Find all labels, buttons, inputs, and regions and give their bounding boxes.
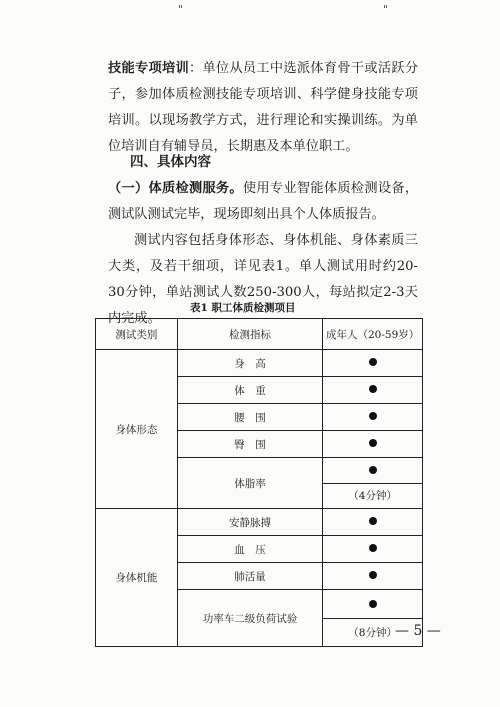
column-header: 成年人（20-59岁） (323, 319, 423, 350)
scan-mark: " (178, 3, 184, 16)
category-cell: 身体形态 (96, 350, 178, 509)
indicator-cell: 血 压 (177, 536, 323, 563)
bullet-dot-icon (369, 358, 377, 366)
column-header: 测试类别 (96, 319, 178, 350)
indicator-cell: 身 高 (177, 350, 323, 377)
indicator-cell: 体脂率 (177, 458, 323, 509)
applicable-cell (323, 509, 423, 536)
paragraph-text: 使用专业智能体质检测设备，测试队测试完毕，现场即刻出具个人体质报告。 (108, 181, 419, 222)
bullet-dot-icon (369, 571, 377, 579)
table-header-row (96, 319, 423, 350)
applicable-cell (323, 404, 423, 431)
scan-mark: " (383, 3, 389, 16)
paragraph-service (108, 176, 418, 228)
indicator-cell: 腰 围 (177, 404, 323, 431)
indicator-cell: 体 重 (177, 377, 323, 404)
indicator-cell: 安静脉搏 (177, 509, 323, 536)
bullet-dot-icon (369, 600, 377, 608)
bullet-dot-icon (369, 439, 377, 447)
duration-note: （8分钟） (323, 618, 422, 647)
paragraph-training (108, 56, 418, 160)
bullet-dot-icon (369, 517, 377, 525)
paragraph-text: ：单位从员工中选派体育骨干或活跃分子，参加体质检测技能专项培训、科学健身技能专项培训。以现场教学方式，进行理论和实操训练。为单位培训自有辅导员，长期惠及本单位职工。 (108, 61, 419, 154)
indicator-cell: 臀 围 (177, 431, 323, 458)
fitness-test-table (95, 318, 423, 647)
duration-note: （4分钟） (323, 483, 422, 509)
applicable-cell (323, 350, 423, 377)
applicable-cell (323, 563, 423, 590)
table-row (96, 509, 423, 536)
category-cell: 身体机能 (96, 509, 178, 647)
applicable-cell (323, 377, 423, 404)
table-row (96, 350, 423, 377)
applicable-cell (323, 458, 423, 509)
section-heading: 四、具体内容 (130, 154, 211, 170)
indicator-cell: 肺活量 (177, 563, 323, 590)
column-header: 检测指标 (177, 319, 323, 350)
table-caption: 表1 职工体质检测项目 (190, 302, 296, 314)
paragraph-lead: 技能专项培训 (108, 61, 189, 76)
paragraph-content: 测试内容包括身体形态、身体机能、身体素质三大类，及若干细项，详见表1。单人测试用时约20-30分钟，单站测试人数250-300人，每站拟定2-3天内完成。 (108, 233, 418, 326)
applicable-cell (323, 431, 423, 458)
bullet-dot-icon (369, 385, 377, 393)
indicator-cell: 功率车二级负荷试验 (177, 590, 323, 647)
bullet-dot-icon (369, 466, 377, 474)
applicable-cell (323, 536, 423, 563)
paragraph-lead: （一）体质检测服务。 (108, 181, 243, 196)
bullet-dot-icon (369, 412, 377, 420)
page-number: — 5 — (395, 623, 441, 639)
bullet-dot-icon (369, 544, 377, 552)
